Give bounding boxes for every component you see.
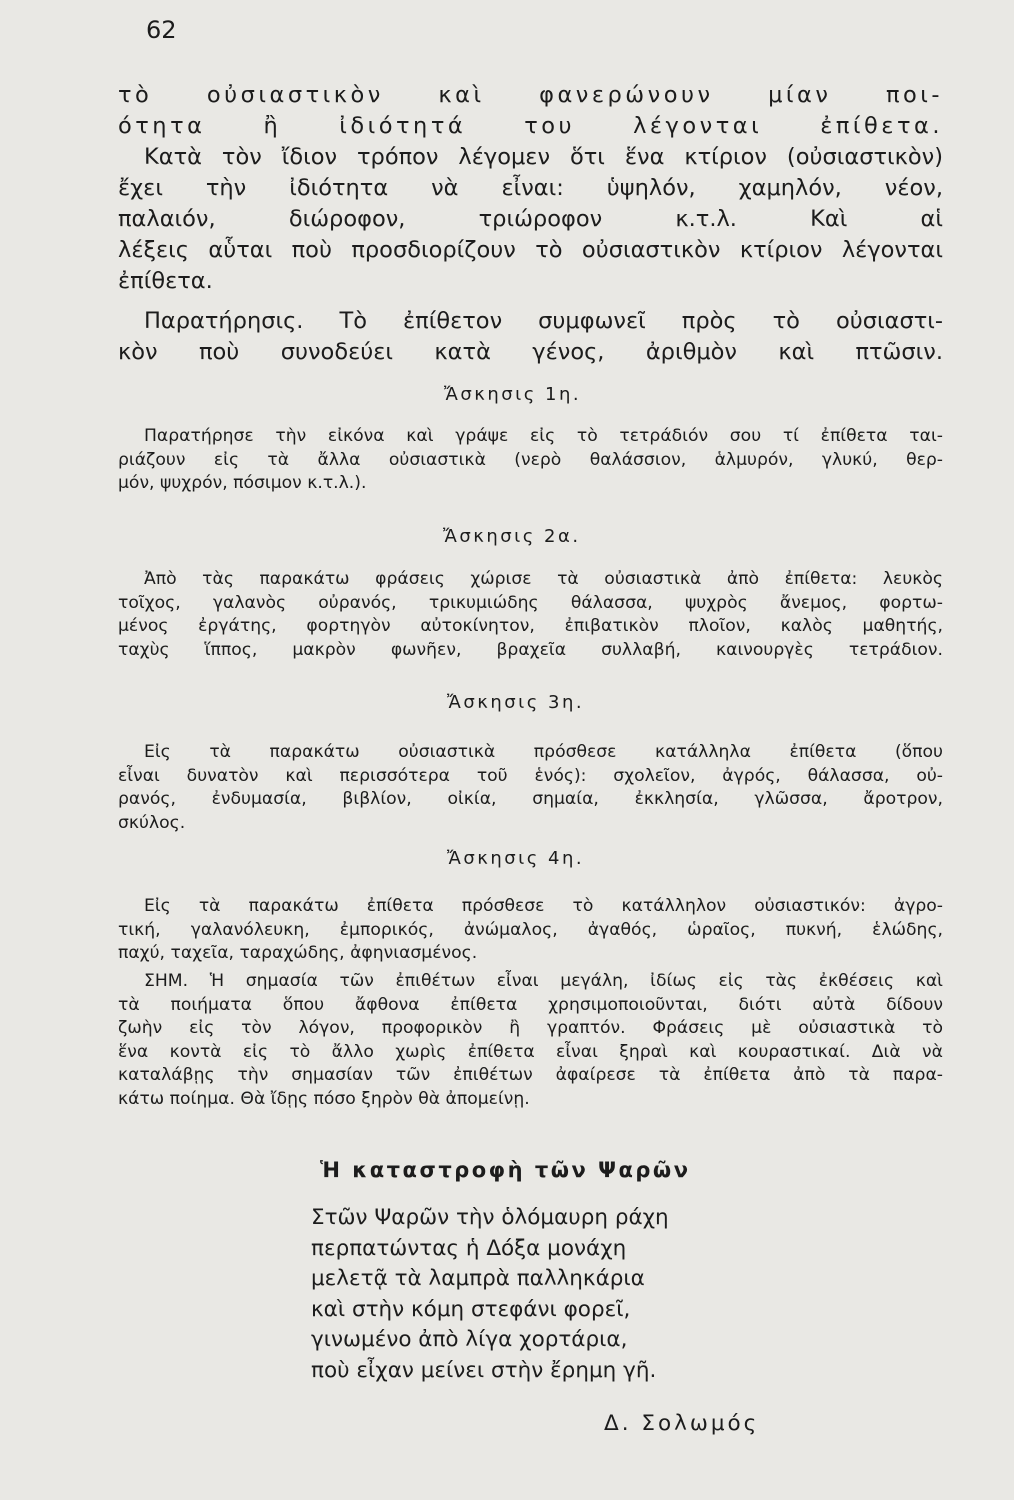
- text-line: Κατὰ τὸν ἴδιον τρόπον λέγομεν ὅτι ἕνα κτίριον (οὐσιαστικὸν): [144, 144, 943, 170]
- text-line: τὸ οὐσιαστικὸν καὶ φανερώνουν μίαν ποι-: [118, 82, 943, 108]
- text-line: ότητα ἢ ἰδιότητά του λέγονται ἐπίθετα.: [118, 113, 943, 139]
- text-line: μόν, ψυχρόν, πόσιμον κ.τ.λ.).: [118, 473, 367, 493]
- exercise-4-text: [118, 895, 943, 966]
- poem-title: Ἡ καταστροφὴ τῶν Ψαρῶν: [320, 1158, 691, 1182]
- poem-line: γινωμένο ἀπὸ λίγα χορτάρια,: [311, 1327, 628, 1352]
- poem-line: Στῶν Ψαρῶν τὴν ὁλόμαυρη ράχη: [311, 1205, 669, 1230]
- text-line: εἶναι δυνατὸν καὶ περισσότερα τοῦ ἑνός): σχολεῖον, ἀγρός, θάλασσα, οὐ-: [118, 765, 943, 786]
- observation-note: [118, 306, 943, 368]
- exercise-3-title: Ἄσκησις 3η.: [447, 692, 585, 713]
- text-line: Παρατήρησις. Τὸ ἐπίθετον συμφωνεῖ πρὸς τὸ οὐσιαστι-: [144, 308, 943, 334]
- intro-paragraph: [118, 80, 943, 297]
- exercise-2-title: Ἄσκησις 2α.: [443, 526, 581, 547]
- text-line: ἐπίθετα.: [118, 268, 213, 294]
- text-line: σκύλος.: [118, 812, 186, 833]
- text-line: μένος ἐργάτης, φορτηγὸν αὐτοκίνητον, ἐπιβατικὸν πλοῖον, καλὸς μαθητής,: [118, 616, 943, 636]
- text-line: Παρατήρησε τὴν εἰκόνα καὶ γράψε εἰς τὸ τετράδιόν σου τί ἐπίθετα ται-: [144, 426, 943, 446]
- text-line: ἔχει τὴν ἰδιότητα νὰ εἶναι: ὑψηλόν, χαμηλόν, νέον,: [118, 175, 943, 201]
- exercise-4-title: Ἄσκησις 4η.: [447, 848, 585, 869]
- poem-line: καὶ στὴν κόμη στεφάνι φορεῖ,: [311, 1296, 631, 1322]
- text-line: ΣΗΜ. Ἡ σημασία τῶν ἐπιθέτων εἶναι μεγάλη, ἰδίως εἰς τὰς ἐκθέσεις καὶ: [144, 971, 943, 991]
- text-line: Εἰς τὰ παρακάτω ἐπίθετα πρόσθεσε τὸ κατάλληλον οὐσιαστικόν: ἀγρο-: [144, 896, 943, 916]
- text-line: ἕνα κοντὰ εἰς τὸ ἄλλο χωρὶς ἐπίθετα εἶναι ξηραὶ καὶ κουραστικαί. Διὰ νὰ: [118, 1041, 943, 1062]
- text-line: Εἰς τὰ παρακάτω οὐσιαστικὰ πρόσθεσε κατάλληλα ἐπίθετα (ὅπου: [144, 742, 943, 762]
- exercise-3-text: [118, 741, 943, 835]
- text-line: ρανός, ἐνδυμασία, βιβλίον, οἰκία, σημαία, ἐκκλησία, γλῶσσα, ἄροτρον,: [118, 789, 943, 809]
- exercise-1-text: [118, 425, 943, 496]
- text-line: κάτω ποίημα. Θὰ ἴδῃς πόσο ξηρὸν θὰ ἀπομείνῃ.: [118, 1088, 530, 1109]
- text-line: παλαιόν, διώροφον, τριώροφον κ.τ.λ. Καὶ αἱ: [118, 206, 943, 232]
- exercise-1-title: Ἄσκησις 1η.: [444, 384, 582, 405]
- note-paragraph: [118, 970, 943, 1111]
- text-line: Ἀπὸ τὰς παρακάτω φράσεις χώρισε τὰ οὐσιαστικὰ ἀπὸ ἐπίθετα: λευκὸς: [144, 569, 943, 589]
- text-line: τική, γαλανόλευκη, ἐμπορικός, ἀνώμαλος, ἀγαθός, ὡραῖος, πυκνή, ἑλώδης,: [118, 919, 943, 940]
- text-line: κὸν ποὺ συνοδεύει κατὰ γένος, ἀριθμὸν καὶ πτῶσιν.: [118, 339, 943, 365]
- poem-author: Δ. Σολωμός: [604, 1411, 760, 1436]
- text-line: τοῖχος, γαλανὸς οὐρανός, τρικυμιώδης θάλασσα, ψυχρὸς ἄνεμος, φορτω-: [118, 592, 943, 613]
- text-line: ριάζουν εἰς τὰ ἄλλα οὐσιαστικὰ (νερὸ θαλάσσιον, ἁλμυρόν, γλυκύ, θερ-: [118, 449, 943, 470]
- poem-stanza: [311, 1203, 669, 1386]
- text-line: τὰ ποιήματα ὅπου ἄφθονα ἐπίθετα χρησιμοποιοῦνται, διότι αὐτὰ δίδουν: [118, 994, 943, 1015]
- text-line: ταχὺς ἵππος, μακρὸν φωνῆεν, βραχεῖα συλλαβή, καινουργὲς τετράδιον.: [118, 639, 943, 660]
- text-line: ζωὴν εἰς τὸν λόγον, προφορικὸν ἢ γραπτόν. Φράσεις μὲ οὐσιαστικὰ τὸ: [118, 1018, 943, 1038]
- page-number: 62: [146, 16, 177, 44]
- exercise-2-text: [118, 568, 943, 662]
- text-line: καταλάβῃς τὴν σημασίαν τῶν ἐπιθέτων ἀφαίρεσε τὰ ἐπίθετα ἀπὸ τὰ παρα-: [118, 1065, 943, 1085]
- text-line: παχύ, ταχεῖα, ταραχώδης, ἀφηνιασμένος.: [118, 943, 478, 963]
- text-line: λέξεις αὗται ποὺ προσδιορίζουν τὸ οὐσιαστικὸν κτίριον λέγονται: [118, 237, 943, 263]
- poem-line: περπατώντας ἡ Δόξα μονάχη: [311, 1235, 627, 1261]
- poem-line: μελετᾷ τὰ λαμπρὰ παλληκάρια: [311, 1266, 645, 1291]
- poem-line: ποὺ εἶχαν μείνει στὴν ἔρημη γῆ.: [311, 1357, 657, 1383]
